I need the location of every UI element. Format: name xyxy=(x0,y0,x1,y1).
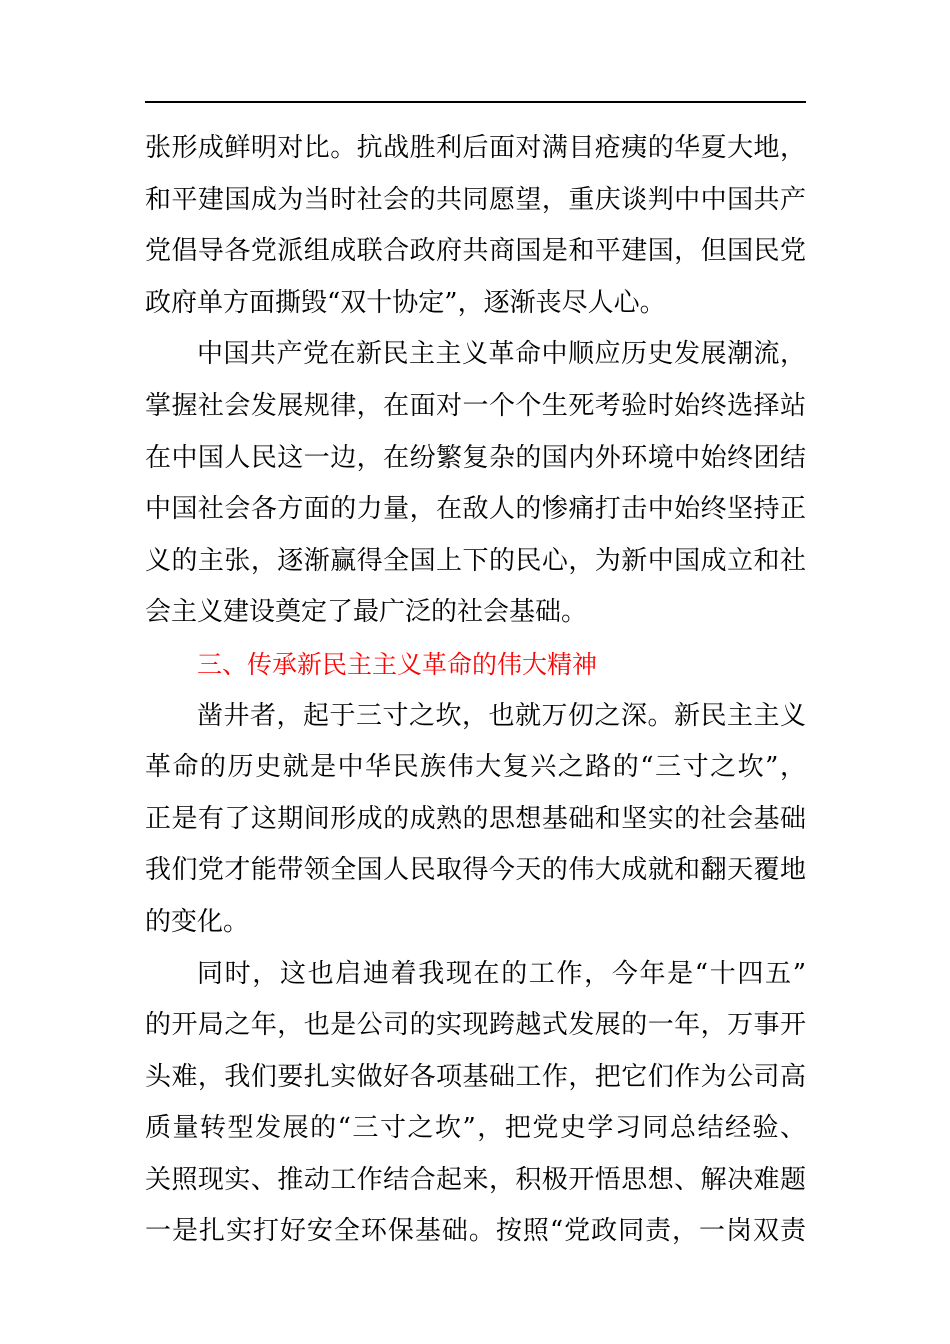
text-line: 和平建国成为当时社会的共同愿望，重庆谈判中中国共产 xyxy=(145,184,806,215)
text-line: 张形成鲜明对比。抗战胜利后面对满目疮痍的华夏大地， xyxy=(145,133,806,163)
text-line: 中国社会各方面的力量，在敌人的惨痛打击中始终坚持正 xyxy=(145,494,806,525)
text-line: 一是扎实打好安全环保基础。按照“党政同责，一岗双责 xyxy=(145,1216,806,1247)
text-line: 党倡导各党派组成联合政府共商国是和平建国，但国民党 xyxy=(145,236,806,267)
text-line: 同时，这也启迪着我现在的工作，今年是“十四五” xyxy=(197,958,806,989)
text-line: 掌握社会发展规律，在面对一个个生死考验时始终选择站 xyxy=(145,390,806,421)
text-line: 政府单方面撕毁“双十协定”，逐渐丧尽人心。 xyxy=(145,287,666,318)
section-heading: 三、传承新民主主义革命的伟大精神 xyxy=(197,649,598,679)
text-line: 我们党才能带领全国人民取得今天的伟大成就和翻天覆地 xyxy=(145,855,806,886)
document-body xyxy=(145,123,806,1258)
text-line: 关照现实、推动工作结合起来，积极开悟思想、解决难题 xyxy=(145,1164,806,1195)
text-line: 革命的历史就是中华民族伟大复兴之路的“三寸之坎”， xyxy=(145,752,806,783)
text-line: 头难，我们要扎实做好各项基础工作，把它们作为公司高 xyxy=(145,1061,806,1092)
header-rule xyxy=(145,101,806,103)
text-line: 中国共产党在新民主主义革命中顺应历史发展潮流， xyxy=(197,339,806,370)
text-line: 质量转型发展的“三寸之坎”，把党史学习同总结经验、 xyxy=(145,1113,806,1144)
text-line: 在中国人民这一边，在纷繁复杂的国内外环境中始终团结 xyxy=(145,442,806,473)
text-line: 的开局之年，也是公司的实现跨越式发展的一年，万事开 xyxy=(145,1010,806,1041)
text-line: 正是有了这期间形成的成熟的思想基础和坚实的社会基础 xyxy=(145,803,806,834)
text-line: 义的主张，逐渐赢得全国上下的民心，为新中国成立和社 xyxy=(145,545,806,576)
text-line: 会主义建设奠定了最广泛的社会基础。 xyxy=(145,597,588,628)
text-line: 的变化。 xyxy=(145,906,250,937)
text-line: 凿井者，起于三寸之坎，也就万仞之深。新民主主义 xyxy=(197,700,806,731)
